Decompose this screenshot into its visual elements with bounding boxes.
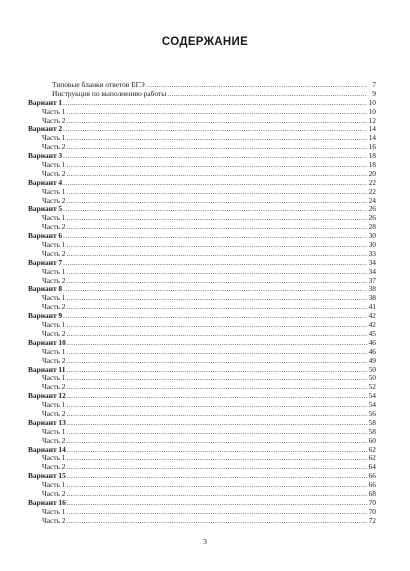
toc-leader-dots — [63, 125, 367, 134]
toc-entry[interactable] — [28, 508, 376, 517]
toc-entry[interactable] — [28, 81, 376, 90]
toc-entry[interactable] — [28, 188, 376, 197]
toc-entry-page: 37 — [368, 276, 376, 285]
toc-entry[interactable] — [28, 428, 376, 437]
toc-entry[interactable] — [28, 250, 376, 259]
toc-leader-dots — [67, 214, 367, 223]
toc-entry-label: Инструкция по выполнению работы — [52, 89, 167, 98]
toc-entry-page: 26 — [368, 214, 376, 223]
toc-entry-label: Часть 1 — [42, 267, 66, 276]
toc-entry-label: Часть 1 — [42, 454, 66, 463]
toc-leader-dots — [67, 188, 367, 197]
toc-leader-dots — [67, 490, 367, 499]
toc-entry-page: 64 — [368, 463, 376, 472]
toc-entry-page: 38 — [368, 285, 376, 294]
toc-entry-page: 14 — [368, 134, 376, 143]
toc-entry-page: 68 — [368, 489, 376, 498]
toc-entry-variant[interactable] — [28, 152, 376, 161]
toc-entry[interactable] — [28, 374, 376, 383]
toc-entry-page: 62 — [368, 454, 376, 463]
toc-leader-dots — [67, 481, 367, 490]
toc-leader-dots — [67, 383, 367, 392]
toc-leader-dots — [67, 241, 367, 250]
toc-leader-dots — [67, 446, 367, 455]
toc-entry-variant[interactable] — [28, 392, 376, 401]
toc-entry-page: 46 — [368, 338, 376, 347]
toc-entry-page: 52 — [368, 383, 376, 392]
toc-entry-variant[interactable] — [28, 446, 376, 455]
toc-entry-variant[interactable] — [28, 499, 376, 508]
toc-entry-page: 46 — [368, 347, 376, 356]
toc-entry-label: Вариант 3 — [28, 152, 63, 161]
toc-entry-label: Часть 2 — [42, 516, 66, 525]
toc-leader-dots — [67, 339, 367, 348]
toc-entry-variant[interactable] — [28, 179, 376, 188]
toc-entry-page: 58 — [368, 427, 376, 436]
toc-entry[interactable] — [28, 117, 376, 126]
toc-entry-label: Часть 2 — [42, 303, 66, 312]
toc-entry-page: 62 — [368, 445, 376, 454]
toc-entry-variant[interactable] — [28, 259, 376, 268]
toc-entry[interactable] — [28, 321, 376, 330]
toc-entry-page: 60 — [368, 436, 376, 445]
toc-entry-label: Часть 2 — [42, 169, 66, 178]
toc-entry[interactable] — [28, 357, 376, 366]
toc-entry-page: 10 — [368, 107, 376, 116]
toc-entry[interactable] — [28, 161, 376, 170]
toc-entry[interactable] — [28, 517, 376, 526]
toc-leader-dots — [66, 366, 367, 375]
toc-entry-label: Часть 1 — [42, 107, 66, 116]
toc-entry[interactable] — [28, 454, 376, 463]
toc-leader-dots — [67, 392, 367, 401]
toc-leader-dots — [67, 143, 367, 152]
toc-entry-label: Часть 2 — [42, 463, 66, 472]
toc-entry-variant[interactable] — [28, 472, 376, 481]
toc-entry[interactable] — [28, 223, 376, 232]
toc-entry-label: Вариант 8 — [28, 285, 63, 294]
toc-leader-dots — [67, 472, 367, 481]
toc-entry-page: 54 — [368, 392, 376, 401]
toc-entry-page: 26 — [368, 205, 376, 214]
toc-leader-dots — [63, 152, 367, 161]
toc-leader-dots — [67, 277, 367, 286]
toc-leader-dots — [67, 454, 367, 463]
toc-entry[interactable] — [28, 241, 376, 250]
toc-entry-label: Часть 1 — [42, 374, 66, 383]
toc-leader-dots — [67, 499, 367, 508]
toc-entry-page: 18 — [368, 152, 376, 161]
toc-entry[interactable] — [28, 490, 376, 499]
toc-leader-dots — [67, 508, 367, 517]
toc-leader-dots — [67, 117, 367, 126]
toc-leader-dots — [67, 419, 367, 428]
toc-entry-page: 42 — [368, 321, 376, 330]
page-title: СОДЕРЖАНИЕ — [161, 36, 249, 48]
toc-entry[interactable] — [28, 170, 376, 179]
toc-entry[interactable] — [28, 348, 376, 357]
toc-entry[interactable] — [28, 214, 376, 223]
toc-leader-dots — [167, 90, 367, 99]
toc-leader-dots — [67, 401, 367, 410]
toc-leader-dots — [67, 374, 367, 383]
toc-entry-label: Часть 1 — [42, 507, 66, 516]
toc-entry-label: Часть 2 — [42, 356, 66, 365]
toc-entry-label: Вариант 15 — [28, 472, 66, 481]
toc-entry-label: Вариант 5 — [28, 205, 63, 214]
toc-entry-page: 16 — [368, 143, 376, 152]
toc-entry[interactable] — [28, 330, 376, 339]
toc-entry-page: 49 — [368, 356, 376, 365]
toc-leader-dots — [67, 437, 367, 446]
toc-entry-label: Часть 1 — [42, 187, 66, 196]
toc-entry-variant[interactable] — [28, 312, 376, 321]
toc-leader-dots — [67, 357, 367, 366]
toc-entry-variant[interactable] — [28, 205, 376, 214]
toc-entry[interactable] — [28, 197, 376, 206]
table-of-contents — [28, 81, 376, 526]
toc-entry-label: Часть 2 — [42, 329, 66, 338]
toc-entry-page: 45 — [368, 329, 376, 338]
toc-entry-page: 24 — [368, 196, 376, 205]
toc-leader-dots — [146, 81, 367, 90]
toc-leader-dots — [67, 348, 367, 357]
toc-leader-dots — [63, 232, 367, 241]
toc-leader-dots — [67, 250, 367, 259]
toc-entry-label: Часть 2 — [42, 116, 66, 125]
toc-entry-page: 56 — [368, 409, 376, 418]
toc-entry-variant[interactable] — [28, 285, 376, 294]
toc-entry-page: 9 — [372, 89, 376, 98]
toc-leader-dots — [67, 223, 367, 232]
toc-leader-dots — [67, 463, 367, 472]
toc-entry-label: Вариант 10 — [28, 338, 66, 347]
toc-entry-label: Вариант 9 — [28, 312, 63, 321]
toc-leader-dots — [63, 312, 367, 321]
toc-entry-page: 33 — [368, 249, 376, 258]
toc-entry-page: 38 — [368, 294, 376, 303]
toc-entry-variant[interactable] — [28, 99, 376, 108]
toc-entry-label: Часть 2 — [42, 276, 66, 285]
toc-entry[interactable] — [28, 481, 376, 490]
toc-entry-page: 28 — [368, 223, 376, 232]
toc-leader-dots — [67, 303, 367, 312]
toc-entry-label: Часть 2 — [42, 383, 66, 392]
toc-entry-page: 22 — [368, 187, 376, 196]
toc-entry-label: Вариант 6 — [28, 232, 63, 241]
toc-entry-variant[interactable] — [28, 339, 376, 348]
toc-entry-page: 54 — [368, 401, 376, 410]
toc-leader-dots — [67, 517, 367, 526]
toc-entry-page: 70 — [368, 507, 376, 516]
toc-entry[interactable] — [28, 401, 376, 410]
toc-entry-page: 7 — [372, 81, 376, 89]
page-number: 3 — [203, 537, 207, 546]
toc-leader-dots — [67, 321, 367, 330]
toc-entry-page: 30 — [368, 232, 376, 241]
toc-entry[interactable] — [28, 383, 376, 392]
toc-entry[interactable] — [28, 437, 376, 446]
toc-entry[interactable] — [28, 277, 376, 286]
toc-leader-dots — [67, 134, 367, 143]
toc-entry[interactable] — [28, 410, 376, 419]
toc-entry-label: Часть 1 — [42, 427, 66, 436]
toc-entry-label: Вариант 16 — [28, 498, 66, 507]
toc-entry-label: Вариант 13 — [28, 418, 66, 427]
toc-entry[interactable] — [28, 294, 376, 303]
toc-entry-page: 66 — [368, 481, 376, 490]
toc-entry-page: 30 — [368, 241, 376, 250]
toc-leader-dots — [67, 294, 367, 303]
toc-entry-label: Часть 1 — [42, 481, 66, 490]
toc-leader-dots — [67, 330, 367, 339]
toc-entry-page: 34 — [368, 258, 376, 267]
toc-entry[interactable] — [28, 108, 376, 117]
toc-leader-dots — [67, 410, 367, 419]
toc-entry-page: 22 — [368, 178, 376, 187]
toc-leader-dots — [67, 197, 367, 206]
toc-entry-label: Вариант 1 — [28, 98, 63, 107]
toc-entry-page: 58 — [368, 418, 376, 427]
toc-entry-label: Часть 1 — [42, 161, 66, 170]
toc-leader-dots — [63, 99, 367, 108]
toc-entry[interactable] — [28, 90, 376, 99]
toc-entry-label: Часть 2 — [42, 143, 66, 152]
toc-leader-dots — [67, 268, 367, 277]
toc-entry-label: Часть 2 — [42, 196, 66, 205]
toc-entry-page: 41 — [368, 303, 376, 312]
toc-entry-label: Вариант 2 — [28, 125, 63, 134]
toc-entry-label: Часть 1 — [42, 401, 66, 410]
toc-entry-label: Часть 1 — [42, 347, 66, 356]
toc-entry-page: 50 — [368, 365, 376, 374]
toc-leader-dots — [67, 161, 367, 170]
toc-leader-dots — [67, 428, 367, 437]
toc-entry-variant[interactable] — [28, 419, 376, 428]
toc-entry-label: Часть 2 — [42, 489, 66, 498]
toc-entry-page: 10 — [368, 98, 376, 107]
toc-entry-label: Вариант 7 — [28, 258, 63, 267]
toc-entry-page: 20 — [368, 169, 376, 178]
toc-entry-page: 12 — [368, 116, 376, 125]
toc-entry-label: Часть 1 — [42, 321, 66, 330]
toc-entry-label: Часть 1 — [42, 241, 66, 250]
toc-entry[interactable] — [28, 143, 376, 152]
toc-entry-label: Часть 2 — [42, 249, 66, 258]
toc-entry-page: 42 — [368, 312, 376, 321]
toc-entry-label: Часть 2 — [42, 436, 66, 445]
toc-entry-page: 34 — [368, 267, 376, 276]
toc-leader-dots — [63, 205, 367, 214]
toc-entry-variant[interactable] — [28, 125, 376, 134]
toc-leader-dots — [67, 108, 367, 117]
toc-entry-page: 18 — [368, 161, 376, 170]
toc-entry[interactable] — [28, 463, 376, 472]
toc-entry-label: Часть 2 — [42, 409, 66, 418]
toc-entry-label: Вариант 14 — [28, 445, 66, 454]
toc-entry-page: 70 — [368, 498, 376, 507]
toc-entry-page: 66 — [368, 472, 376, 481]
toc-entry-label: Вариант 11 — [28, 365, 66, 374]
toc-entry-label: Вариант 4 — [28, 178, 63, 187]
toc-leader-dots — [63, 285, 367, 294]
toc-leader-dots — [67, 170, 367, 179]
toc-leader-dots — [63, 259, 367, 268]
toc-leader-dots — [63, 179, 367, 188]
toc-entry[interactable] — [28, 134, 376, 143]
toc-entry-variant[interactable] — [28, 366, 376, 375]
toc-entry[interactable] — [28, 268, 376, 277]
toc-entry-page: 72 — [368, 516, 376, 525]
toc-entry-label: Часть 1 — [42, 134, 66, 143]
toc-entry-label: Часть 1 — [42, 214, 66, 223]
toc-entry-label: Часть 2 — [42, 223, 66, 232]
toc-entry-page: 14 — [368, 125, 376, 134]
toc-entry-page: 50 — [368, 374, 376, 383]
toc-entry-label: Вариант 12 — [28, 392, 66, 401]
toc-entry-label: Типовые бланки ответов ЕГЭ — [52, 81, 145, 89]
toc-entry-label: Часть 1 — [42, 294, 66, 303]
toc-entry-variant[interactable] — [28, 232, 376, 241]
toc-entry[interactable] — [28, 303, 376, 312]
